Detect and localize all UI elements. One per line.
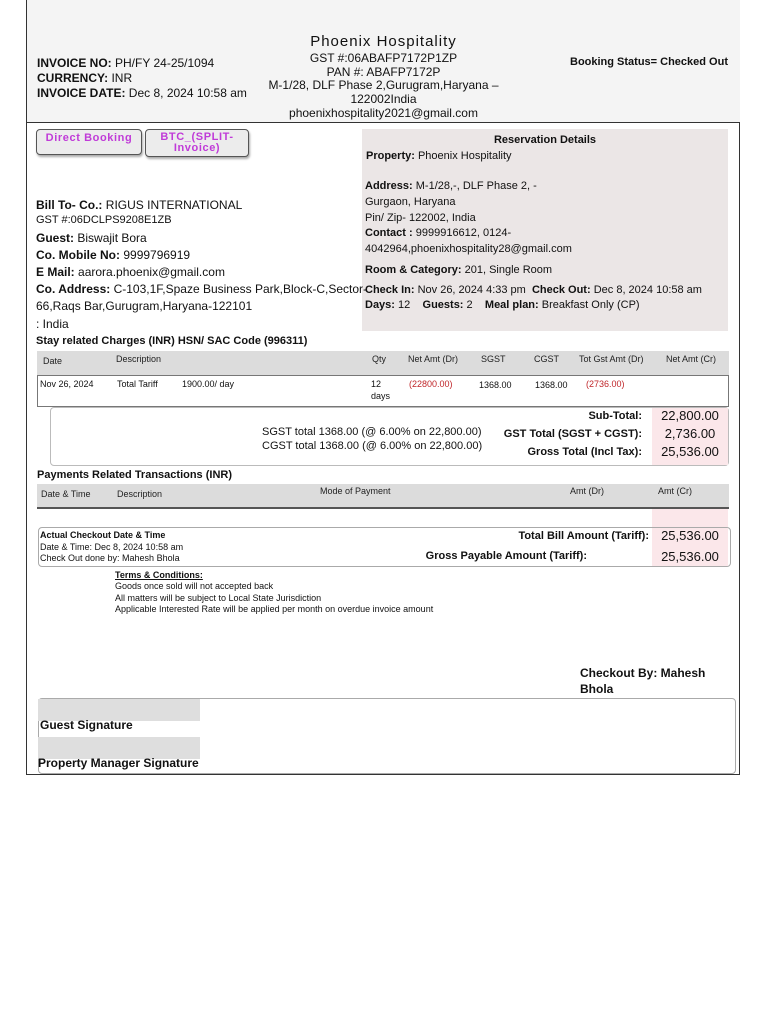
row-net-amt-dr: (22800.00): [409, 379, 453, 389]
charges-heading: Stay related Charges (INR) HSN/ SAC Code (996311): [36, 335, 308, 347]
col-net-amt-dr: Net Amt (Dr): [408, 354, 459, 364]
payments-table-header: [37, 484, 729, 509]
address-value: M-1/28,-, DLF Phase 2, -: [415, 180, 537, 192]
currency-value: INR: [111, 71, 133, 85]
col-net-amt-cr: Net Amt (Cr): [666, 354, 717, 364]
row-cgst: 1368.00: [535, 380, 568, 390]
total-bill-value: 25,536.00: [661, 528, 719, 543]
checkin-value: Nov 26, 2024 4:33 pm: [417, 284, 526, 296]
col-sgst: SGST: [481, 354, 506, 364]
billto-company-label: Bill To- Co.:: [36, 198, 103, 212]
billto-email: [36, 265, 225, 279]
row-rate: 1900.00/ day: [182, 379, 235, 389]
terms-line1: Goods once sold will not accepted back: [115, 581, 274, 591]
terms-line3: Applicable Interested Rate will be applied per month on overdue invoice amount: [115, 604, 434, 614]
checkout-done-by: Check Out done by: Mahesh Bhola: [40, 553, 180, 563]
checkout-by-line1: Checkout By: Mahesh: [580, 666, 706, 680]
pay-col-amt-dr: Amt (Dr): [570, 486, 604, 496]
hotel-address-line1: M-1/28, DLF Phase 2,Gurugram,Haryana –: [268, 78, 499, 92]
currency: [37, 71, 132, 85]
checkout-by-line2: Bhola: [580, 682, 614, 696]
reservation-checkin-checkout: [365, 284, 702, 296]
pay-col-description: Description: [117, 489, 163, 499]
checkout-value: Dec 8, 2024 10:58 am: [593, 284, 702, 296]
checkout-datetime: Date & Time: Dec 8, 2024 10:58 am: [40, 542, 184, 552]
billto-guest: [36, 231, 147, 245]
col-date: Date: [43, 356, 63, 366]
billto-address-label: Co. Address:: [36, 282, 111, 296]
billto-guest-label: Guest:: [36, 231, 75, 245]
row-qty-unit: days: [371, 391, 391, 401]
billto-address-line3: : India: [36, 317, 69, 331]
total-bill-label: Total Bill Amount (Tariff):: [518, 530, 649, 542]
invoice-date-value: Dec 8, 2024 10:58 am: [128, 86, 247, 100]
subtotal-label: Sub-Total:: [588, 410, 642, 422]
manager-signature-label: Property Manager Signature: [38, 756, 199, 770]
room-value: 201, Single Room: [464, 264, 553, 276]
reservation-address-line2: Gurgaon, Haryana: [365, 196, 456, 208]
checkout-title: Actual Checkout Date & Time: [40, 530, 166, 540]
gross-total-label: Gross Total (Incl Tax):: [527, 446, 642, 458]
row-qty: 12: [371, 379, 382, 389]
hotel-name: Phoenix Hospitality: [310, 33, 457, 50]
payments-cr-cell: [652, 509, 728, 527]
room-label: Room & Category:: [365, 264, 462, 276]
meal-value: Breakfast Only (CP): [541, 299, 640, 311]
gst-total-value: 2,736.00: [664, 426, 716, 441]
guest-signature-label: Guest Signature: [40, 718, 133, 732]
row-date: Nov 26, 2024: [40, 379, 94, 389]
gross-payable-value: 25,536.00: [661, 549, 719, 564]
days-value: 12: [398, 299, 411, 311]
address-label: Address:: [365, 180, 413, 192]
invoice-no-value: PH/FY 24-25/1094: [115, 56, 215, 70]
currency-label: CURRENCY:: [37, 71, 109, 85]
property-value: Phoenix Hospitality: [417, 150, 512, 162]
gross-payable-label: Gross Payable Amount (Tariff):: [425, 550, 587, 562]
payments-heading: Payments Related Transactions (INR): [37, 469, 233, 481]
terms-line2: All matters will be subject to Local State Jurisdiction: [115, 593, 322, 603]
billto-gst: GST #:06DCLPS9208E1ZB: [36, 214, 172, 226]
invoice-no-label: INVOICE NO:: [37, 56, 112, 70]
pay-col-mode: Mode of Payment: [320, 486, 391, 496]
reservation-days-guests-meal: [365, 299, 640, 311]
reservation-contact-line1: [365, 227, 511, 239]
checkout-label: Check Out:: [531, 284, 591, 296]
col-qty: Qty: [372, 354, 387, 364]
billto-company: [36, 198, 242, 212]
reservation-property: [366, 150, 512, 162]
row-tot-gst: (2736.00): [586, 379, 625, 389]
sgst-total: SGST total 1368.00 (@ 6.00% on 22,800.00): [262, 426, 482, 438]
property-label: Property:: [366, 150, 415, 162]
charges-table-header: [37, 351, 729, 375]
invoice-date: [37, 86, 247, 100]
reservation-address-line1: [365, 180, 537, 192]
billto-company-value: RIGUS INTERNATIONAL: [105, 198, 243, 212]
col-description: Description: [116, 354, 162, 364]
billto-email-label: E Mail:: [36, 265, 75, 279]
cgst-total: CGST total 1368.00 (@ 6.00% on 22,800.00): [262, 440, 483, 452]
checkin-label: Check In:: [365, 284, 415, 296]
billto-email-value: aarora.phoenix@gmail.com: [78, 265, 225, 279]
guests-value: 2: [466, 299, 473, 311]
subtotal-value: 22,800.00: [661, 408, 719, 423]
days-label: Days:: [365, 299, 395, 311]
gst-total-label: GST Total (SGST + CGST):: [503, 428, 642, 440]
invoice-date-label: INVOICE DATE:: [37, 86, 126, 100]
invoice-no: [37, 56, 214, 70]
direct-booking-tag: Direct Booking: [36, 129, 142, 155]
btc-split-tag: BTC_(SPLIT- Invoice): [145, 129, 249, 157]
row-sgst: 1368.00: [479, 380, 512, 390]
billto-address-line2: 66,Raqs Bar,Gurugram,Haryana-122101: [36, 299, 253, 313]
contact-value: 9999916612, 0124-: [415, 227, 512, 239]
billto-mobile-label: Co. Mobile No:: [36, 248, 120, 262]
row-description: Total Tariff: [117, 379, 158, 389]
charges-table-row: [37, 375, 729, 407]
hotel-pan: PAN #: ABAFP7172P: [326, 65, 441, 79]
gross-total-value: 25,536.00: [661, 444, 719, 459]
contact-label: Contact :: [365, 227, 413, 239]
hotel-address-line2: 122002India: [350, 92, 417, 106]
billto-mobile-value: 9999796919: [123, 248, 191, 262]
billto-guest-value: Biswajit Bora: [77, 231, 147, 245]
meal-label: Meal plan:: [484, 299, 539, 311]
billto-address-line1: [36, 282, 367, 296]
billto-mobile: [36, 248, 190, 262]
reservation-pin: Pin/ Zip- 122002, India: [365, 212, 476, 224]
guests-label: Guests:: [422, 299, 464, 311]
pay-col-amt-cr: Amt (Cr): [658, 486, 692, 496]
reservation-title: Reservation Details: [493, 134, 597, 146]
hotel-email: phoenixhospitality2021@gmail.com: [289, 106, 478, 120]
pay-col-datetime: Date & Time: [41, 489, 91, 499]
booking-status: Booking Status= Checked Out: [570, 56, 728, 68]
reservation-room: [365, 264, 552, 276]
hotel-gst: GST #:06ABAFP7172P1ZP: [309, 51, 458, 65]
col-cgst: CGST: [534, 354, 560, 364]
reservation-contact-line2: 4042964,phoenixhospitality28@gmail.com: [365, 243, 572, 255]
col-tot-gst: Tot Gst Amt (Dr): [579, 354, 644, 364]
billto-address-value: C-103,1F,Spaze Business Park,Block-C,Sector-: [113, 282, 368, 296]
terms-title: Terms & Conditions:: [115, 570, 203, 580]
